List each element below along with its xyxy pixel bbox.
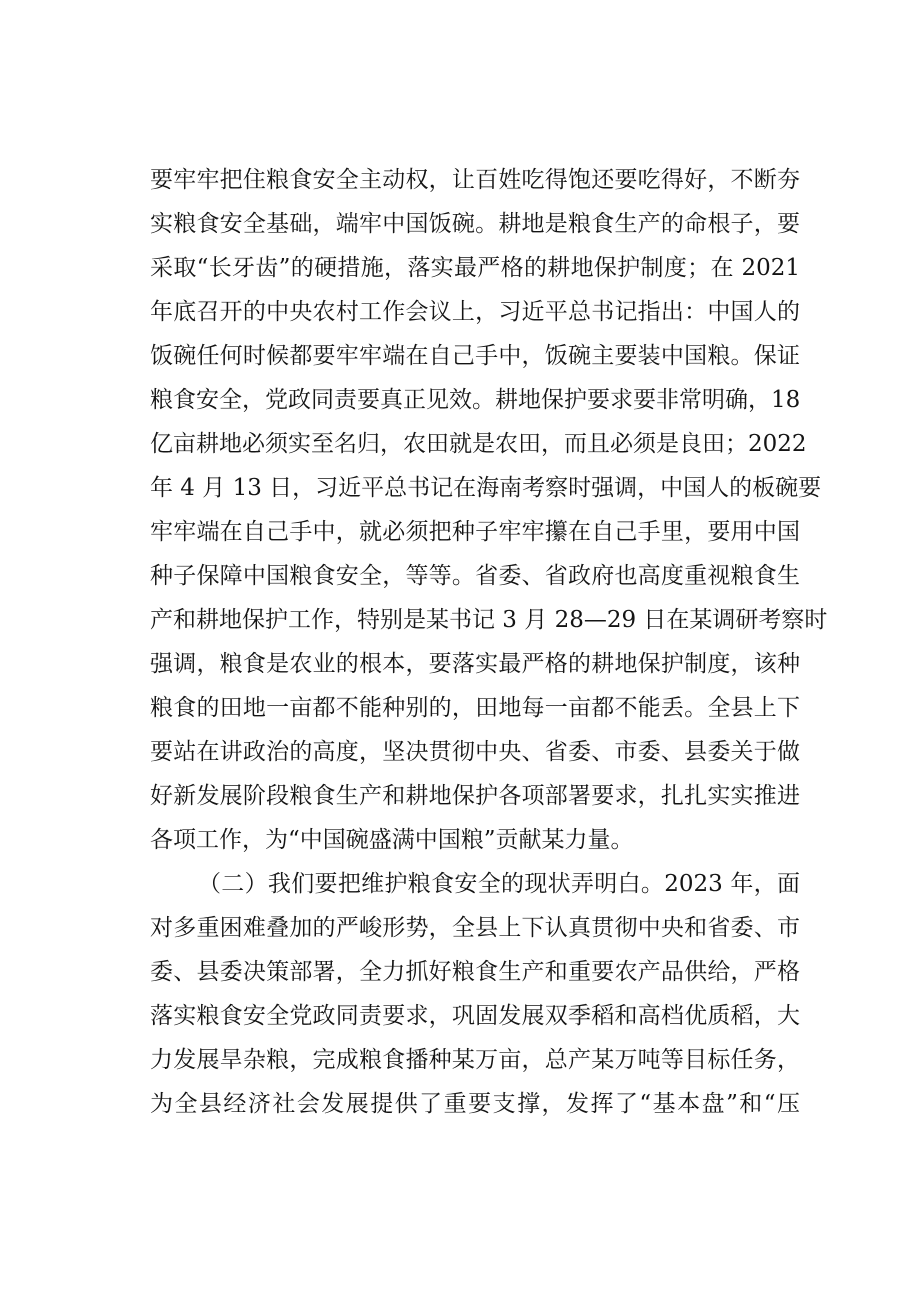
text-line: 委、县委决策部署，全力抓好粮食生产和重要农产品供给，严格 <box>150 959 800 985</box>
text-line: 强调，粮食是农业的根本，要落实最严格的耕地保护制度，该种 <box>150 651 800 677</box>
text-line: 各项工作，为“中国碗盛满中国粮”贡献某力量。 <box>150 827 634 853</box>
text-line: 粮食安全，党政同责要真正见效。耕地保护要求要非常明确，18 <box>150 387 801 413</box>
text-line: 实粮食安全基础，端牢中国饭碗。耕地是粮食生产的命根子，要 <box>150 211 800 237</box>
text-line: 粮食的田地一亩都不能种别的，田地每一亩都不能丢。全县上下 <box>150 695 800 721</box>
text-line: 对多重困难叠加的严峻形势，全县上下认真贯彻中央和省委、市 <box>150 915 800 941</box>
text-line: 为全县经济社会发展提供了重要支撑，发挥了“基本盘”和“压 <box>150 1091 800 1117</box>
text-line: 牢牢端在自己手中，就必须把种子牢牢攥在自己手里，要用中国 <box>150 519 800 545</box>
section-heading-line: （二）我们要把维护粮食安全的现状弄明白。2023 年，面 <box>198 871 800 897</box>
text-line: 落实粮食安全党政同责要求，巩固发展双季稻和高档优质稻，大 <box>150 1003 800 1029</box>
text-line: 要站在讲政治的高度，坚决贯彻中央、省委、市委、县委关于做 <box>150 739 800 765</box>
text-line: 采取“长牙齿”的硬措施，落实最严格的耕地保护制度；在 2021 <box>150 255 800 281</box>
text-line: 力发展旱杂粮，完成粮食播种某万亩，总产某万吨等目标任务， <box>150 1047 800 1073</box>
text-line: 亿亩耕地必须实至名归，农田就是农田，而且必须是良田；2022 <box>150 431 807 457</box>
text-line: 要牢牢把住粮食安全主动权，让百姓吃得饱还要吃得好，不断夯 <box>150 167 800 193</box>
text-line: 产和耕地保护工作，特别是某书记 3 月 28—29 日在某调研考察时 <box>150 607 828 633</box>
text-line: 好新发展阶段粮食生产和耕地保护各项部署要求，扎扎实实推进 <box>150 783 800 809</box>
text-line: 年 4 月 13 日，习近平总书记在海南考察时强调，中国人的板碗要 <box>150 475 822 501</box>
text-line: 年底召开的中央农村工作会议上，习近平总书记指出：中国人的 <box>150 299 800 325</box>
text-line: 种子保障中国粮食安全，等等。省委、省政府也高度重视粮食生 <box>150 563 800 589</box>
text-line: 饭碗任何时候都要牢牢端在自己手中，饭碗主要装中国粮。保证 <box>150 343 800 369</box>
